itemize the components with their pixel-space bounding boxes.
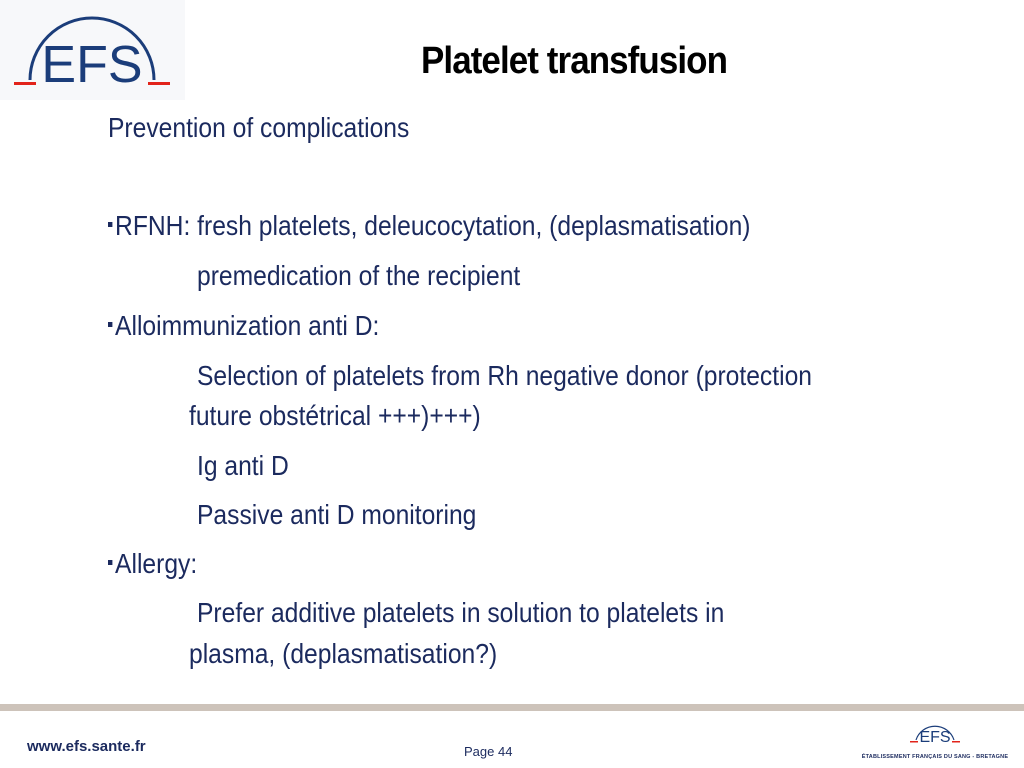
square-bullet-icon [108, 322, 112, 327]
section-heading: Prevention of complications [108, 112, 410, 143]
page-number: Page 44 [464, 744, 513, 759]
square-bullet-icon [108, 222, 112, 227]
sub-item: Prefer additive platelets in solution to platelets in [197, 597, 725, 628]
efs-logo [0, 0, 185, 100]
sub-item: Ig anti D [197, 450, 289, 481]
page-title: Platelet transfusion [421, 40, 728, 82]
sub-item: premedication of the recipient [197, 260, 521, 291]
efs-logo-text: EFS [41, 36, 143, 94]
bullet-item [108, 548, 197, 580]
bullet-text: Alloimmunization anti D: [115, 310, 380, 341]
footer-url: www.efs.sante.fr [27, 738, 146, 755]
bullet-text: Allergy: [115, 548, 198, 579]
bullet-text: RFNH: fresh platelets, deleucocytation, (deplasmatisation) [115, 210, 751, 241]
footer-divider [0, 704, 1024, 711]
sub-item: Selection of platelets from Rh negative donor (protection [197, 360, 812, 391]
bullet-item [108, 210, 750, 242]
efs-bretagne-logo-text: EFS [919, 729, 951, 746]
sub-item: Passive anti D monitoring [197, 499, 477, 530]
sub-item-continuation: plasma, (deplasmatisation?) [189, 638, 498, 669]
logo-caption: ÉTABLISSEMENT FRANÇAIS DU SANG - BRETAGNE [861, 754, 1009, 760]
square-bullet-icon [108, 560, 112, 565]
efs-bretagne-logo [860, 712, 1010, 764]
sub-item-continuation: future obstétrical +++)+++) [189, 400, 481, 431]
bullet-item [108, 310, 379, 342]
